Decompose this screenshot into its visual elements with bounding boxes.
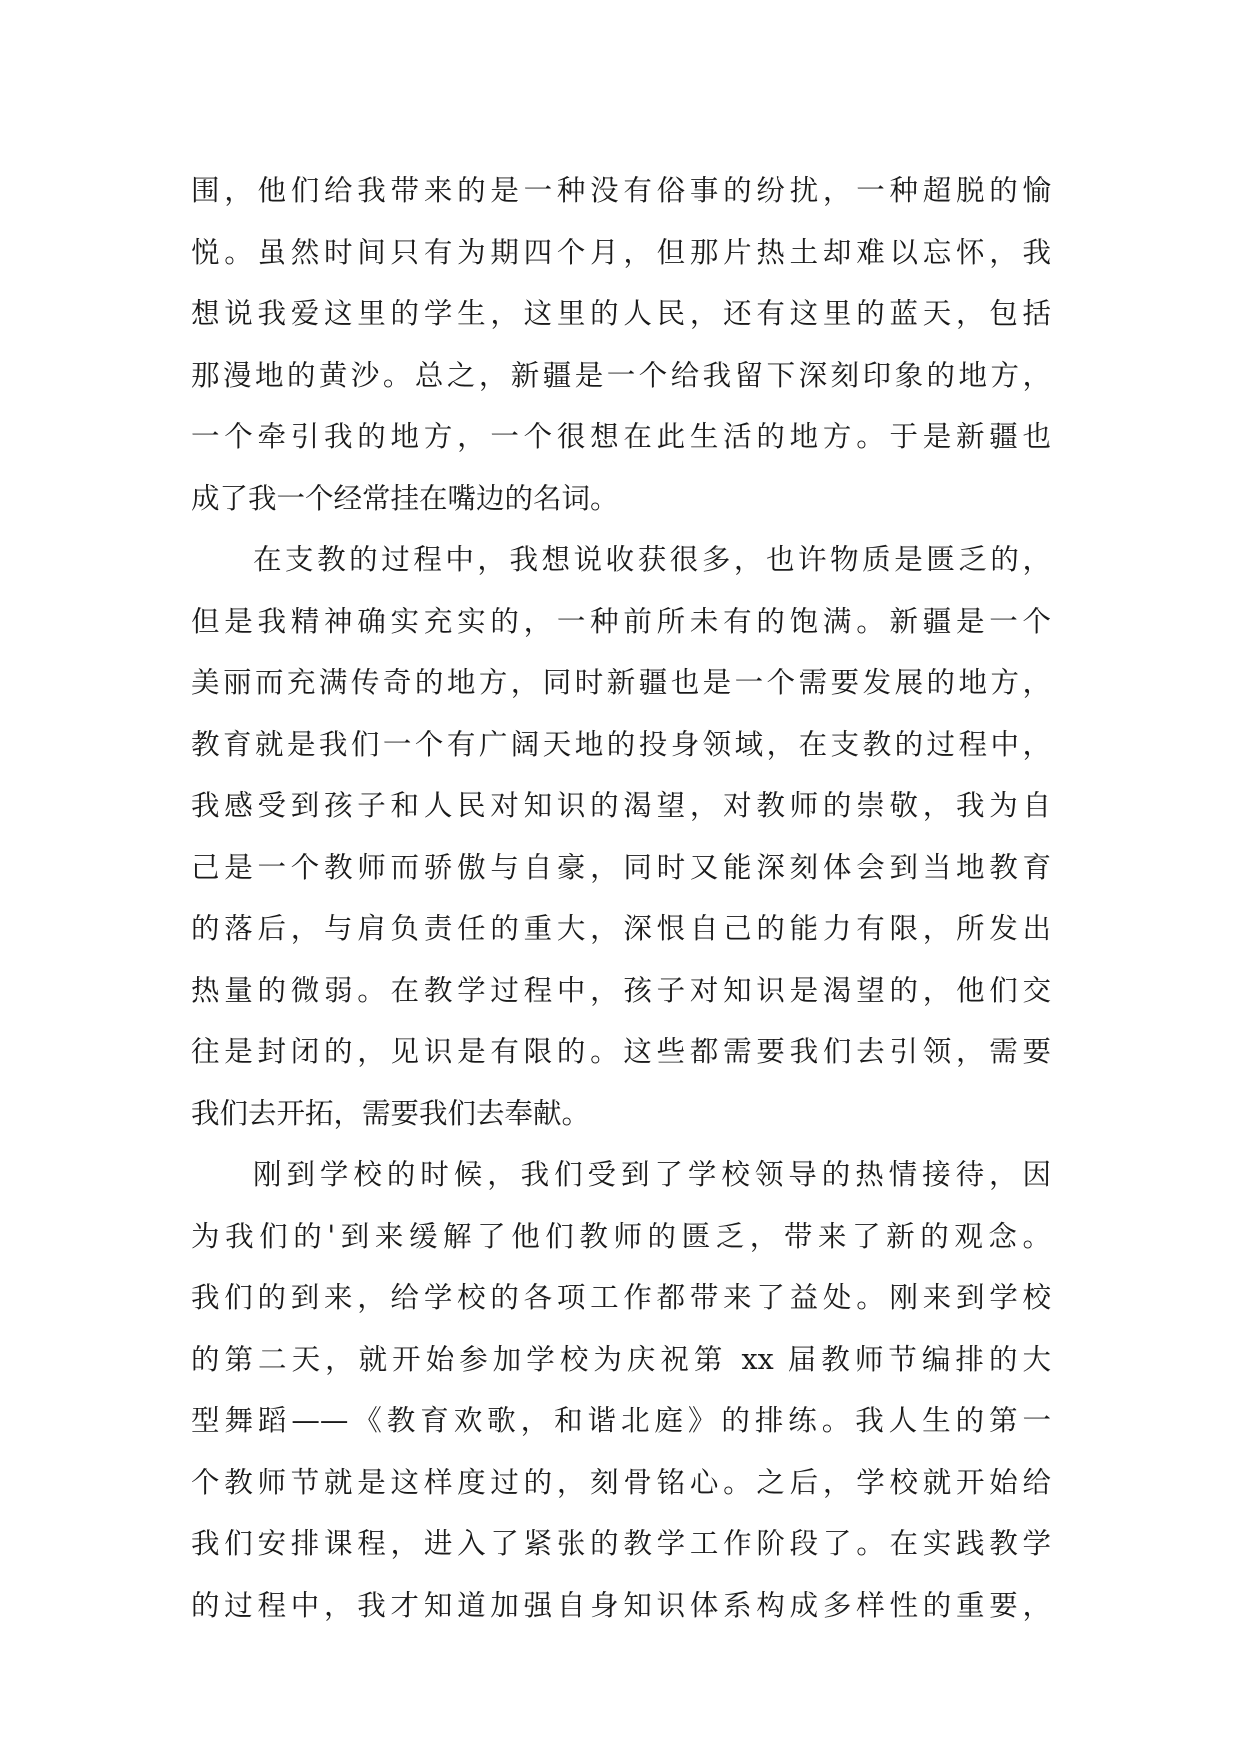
text-line: 想说我爱这里的学生，这里的人民，还有这里的蓝天，包括 xyxy=(191,297,1051,330)
text-line: 但是我精神确实充实的，一种前所未有的饱满。新疆是一个 xyxy=(191,604,1051,638)
text-line: 的第二天，就开始参加学校为庆祝第 xx 届教师节编排的大 xyxy=(191,1342,1051,1376)
text-line: 的落后，与肩负责任的重大，深恨自己的能力有限，所发出 xyxy=(191,912,1051,945)
text-line: 悦。虽然时间只有为期四个月，但那片热土却难以忘怀，我 xyxy=(191,235,1051,269)
text-line: 个教师节就是这样度过的，刻骨铭心。之后，学校就开始给 xyxy=(191,1465,1051,1499)
text-line: 那漫地的黄沙。总之，新疆是一个给我留下深刻印象的地方， xyxy=(191,358,1051,392)
paragraph-first-line: 在支教的过程中，我想说收获很多，也许物质是匮乏的， xyxy=(253,543,1051,576)
text-line: 己是一个教师而骄傲与自豪，同时又能深刻体会到当地教育 xyxy=(191,850,1051,884)
text-line: 围，他们给我带来的是一种没有俗事的纷扰，一种超脱的愉 xyxy=(191,174,1051,207)
text-line: 我们的到来，给学校的各项工作都带来了益处。刚来到学校 xyxy=(191,1281,1051,1314)
text-line: 美丽而充满传奇的地方，同时新疆也是一个需要发展的地方， xyxy=(191,666,1051,699)
body-text xyxy=(191,160,1051,1636)
text-line: 热量的微弱。在教学过程中，孩子对知识是渴望的，他们交 xyxy=(191,973,1051,1007)
text-line: 一个牵引我的地方，一个很想在此生活的地方。于是新疆也 xyxy=(191,420,1051,453)
text-line: 为我们的'到来缓解了他们教师的匮乏，带来了新的观念。 xyxy=(191,1219,1051,1253)
text-line: 型舞蹈——《教育欢歌，和谐北庭》的排练。我人生的第一 xyxy=(191,1404,1051,1437)
text-line: 我们去开拓，需要我们去奉献。 xyxy=(191,1096,591,1130)
text-line: 往是封闭的，见识是有限的。这些都需要我们去引领，需要 xyxy=(191,1035,1051,1068)
text-line: 我们安排课程，进入了紧张的教学工作阶段了。在实践教学 xyxy=(191,1527,1051,1560)
text-line: 教育就是我们一个有广阔天地的投身领域，在支教的过程中， xyxy=(191,727,1051,761)
text-line: 我感受到孩子和人民对知识的渴望，对教师的崇敬，我为自 xyxy=(191,789,1051,822)
text-line: 成了我一个经常挂在嘴边的名词。 xyxy=(191,481,619,515)
paragraph-first-line: 刚到学校的时候，我们受到了学校领导的热情接待，因 xyxy=(253,1158,1051,1191)
text-line: 的过程中，我才知道加强自身知识体系构成多样性的重要， xyxy=(191,1588,1051,1622)
